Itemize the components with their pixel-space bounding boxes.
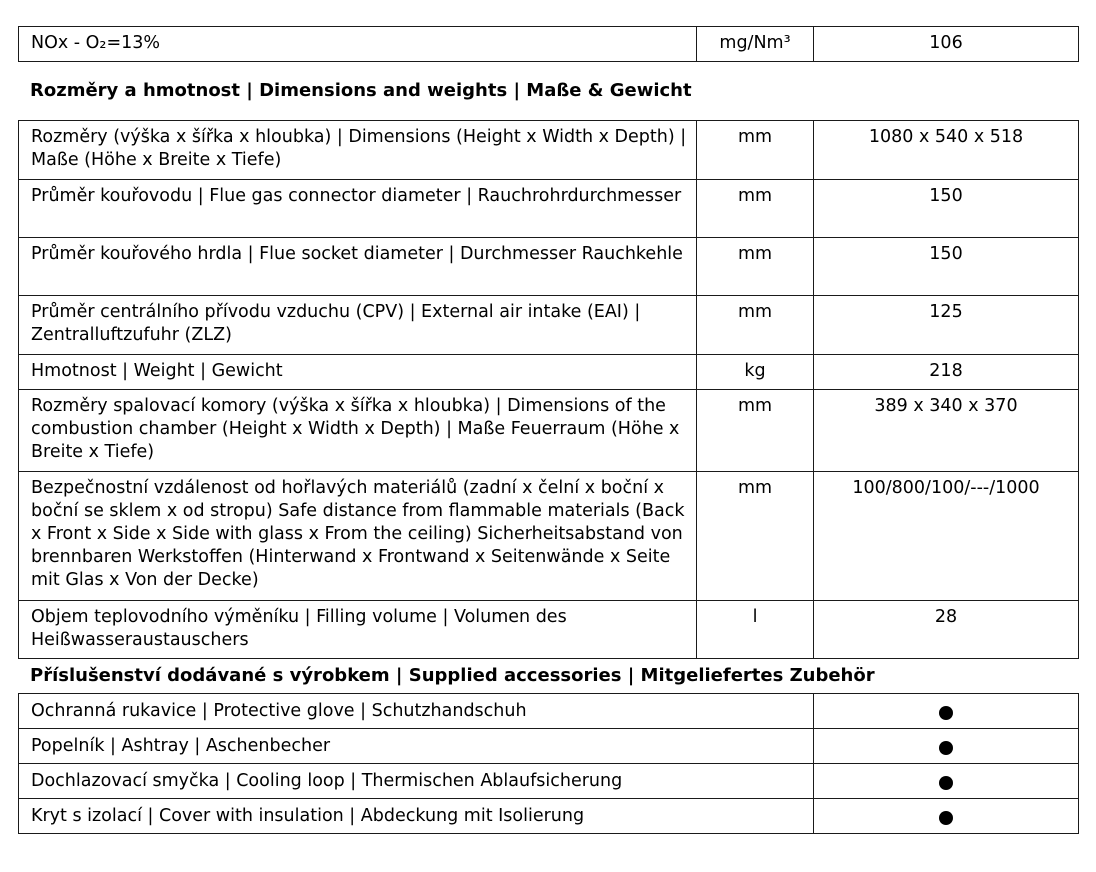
row-unit: mm — [697, 296, 814, 355]
row-value: 125 — [814, 296, 1079, 355]
row-value: 100/800/100/---/1000 — [814, 472, 1079, 601]
table-row — [19, 180, 1079, 238]
row-unit: mm — [697, 472, 814, 601]
row-value: 1080 x 540 x 518 — [814, 121, 1079, 180]
included-cell — [814, 764, 1079, 799]
table-row — [19, 472, 1079, 601]
section-heading-accessories: Příslušenství dodávané s výrobkem | Supplied accessories | Mitgeliefertes Zubehör — [30, 665, 875, 686]
row-label: Ochranná rukavice | Protective glove | Schutzhandschuh — [19, 694, 814, 729]
dimensions-table — [18, 120, 1079, 659]
table-row — [19, 355, 1079, 390]
emissions-table — [18, 26, 1079, 62]
row-label: Dochlazovací smyčka | Cooling loop | Thermischen Ablaufsicherung — [19, 764, 814, 799]
row-label: Průměr kouřového hrdla | Flue socket diameter | Durchmesser Rauchkehle — [19, 238, 697, 296]
table-row — [19, 601, 1079, 659]
included-cell — [814, 694, 1079, 729]
included-cell — [814, 799, 1079, 834]
row-unit: mm — [697, 180, 814, 238]
table-row — [19, 296, 1079, 355]
filled-circle-icon — [939, 706, 953, 720]
row-label: Popelník | Ashtray | Aschenbecher — [19, 729, 814, 764]
accessories-table — [18, 693, 1079, 834]
table-row — [19, 694, 1079, 729]
row-label: Kryt s izolací | Cover with insulation | Abdeckung mit Isolierung — [19, 799, 814, 834]
row-label: Průměr kouřovodu | Flue gas connector diameter | Rauchrohrdurchmesser — [19, 180, 697, 238]
filled-circle-icon — [939, 741, 953, 755]
row-label: Rozměry spalovací komory (výška x šířka x hloubka) | Dimensions of the combustion chamber (Height x Width x Depth) | Maße Feuerraum (Höhe x Breite x Tiefe) — [19, 390, 697, 472]
row-label: NOx - O₂=13% — [19, 27, 697, 62]
filled-circle-icon — [939, 776, 953, 790]
table-row — [19, 27, 1079, 62]
row-label: Průměr centrálního přívodu vzduchu (CPV) | External air intake (EAI) | Zentralluftzufuhr (ZLZ) — [19, 296, 697, 355]
table-row — [19, 764, 1079, 799]
row-unit: mm — [697, 238, 814, 296]
included-cell — [814, 729, 1079, 764]
row-unit: kg — [697, 355, 814, 390]
filled-circle-icon — [939, 811, 953, 825]
section-heading-dimensions: Rozměry a hmotnost | Dimensions and weights | Maße & Gewicht — [30, 80, 692, 101]
table-row — [19, 390, 1079, 472]
row-label: Bezpečnostní vzdálenost od hořlavých materiálů (zadní x čelní x boční x boční se sklem x od stropu) Safe distance from flammable materials (Back x Front x Side x Side with glass x From the ceiling) Sicherheitsabstand von brennbaren Werkstoffen (Hinterwand x Frontwand x Seitenwände x Seite mit Glas x Von der Decke) — [19, 472, 697, 601]
row-value: 150 — [814, 238, 1079, 296]
row-label: Hmotnost | Weight | Gewicht — [19, 355, 697, 390]
row-unit: l — [697, 601, 814, 659]
row-unit: mm — [697, 121, 814, 180]
row-value: 218 — [814, 355, 1079, 390]
table-row — [19, 729, 1079, 764]
row-value: 389 x 340 x 370 — [814, 390, 1079, 472]
row-value: 106 — [814, 27, 1079, 62]
row-value: 150 — [814, 180, 1079, 238]
row-unit: mm — [697, 390, 814, 472]
row-label: Objem teplovodního výměníku | Filling volume | Volumen des Heißwasseraustauschers — [19, 601, 697, 659]
table-row — [19, 121, 1079, 180]
table-row — [19, 238, 1079, 296]
table-row — [19, 799, 1079, 834]
row-label: Rozměry (výška x šířka x hloubka) | Dimensions (Height x Width x Depth) | Maße (Höhe x Breite x Tiefe) — [19, 121, 697, 180]
row-unit: mg/Nm³ — [697, 27, 814, 62]
row-value: 28 — [814, 601, 1079, 659]
